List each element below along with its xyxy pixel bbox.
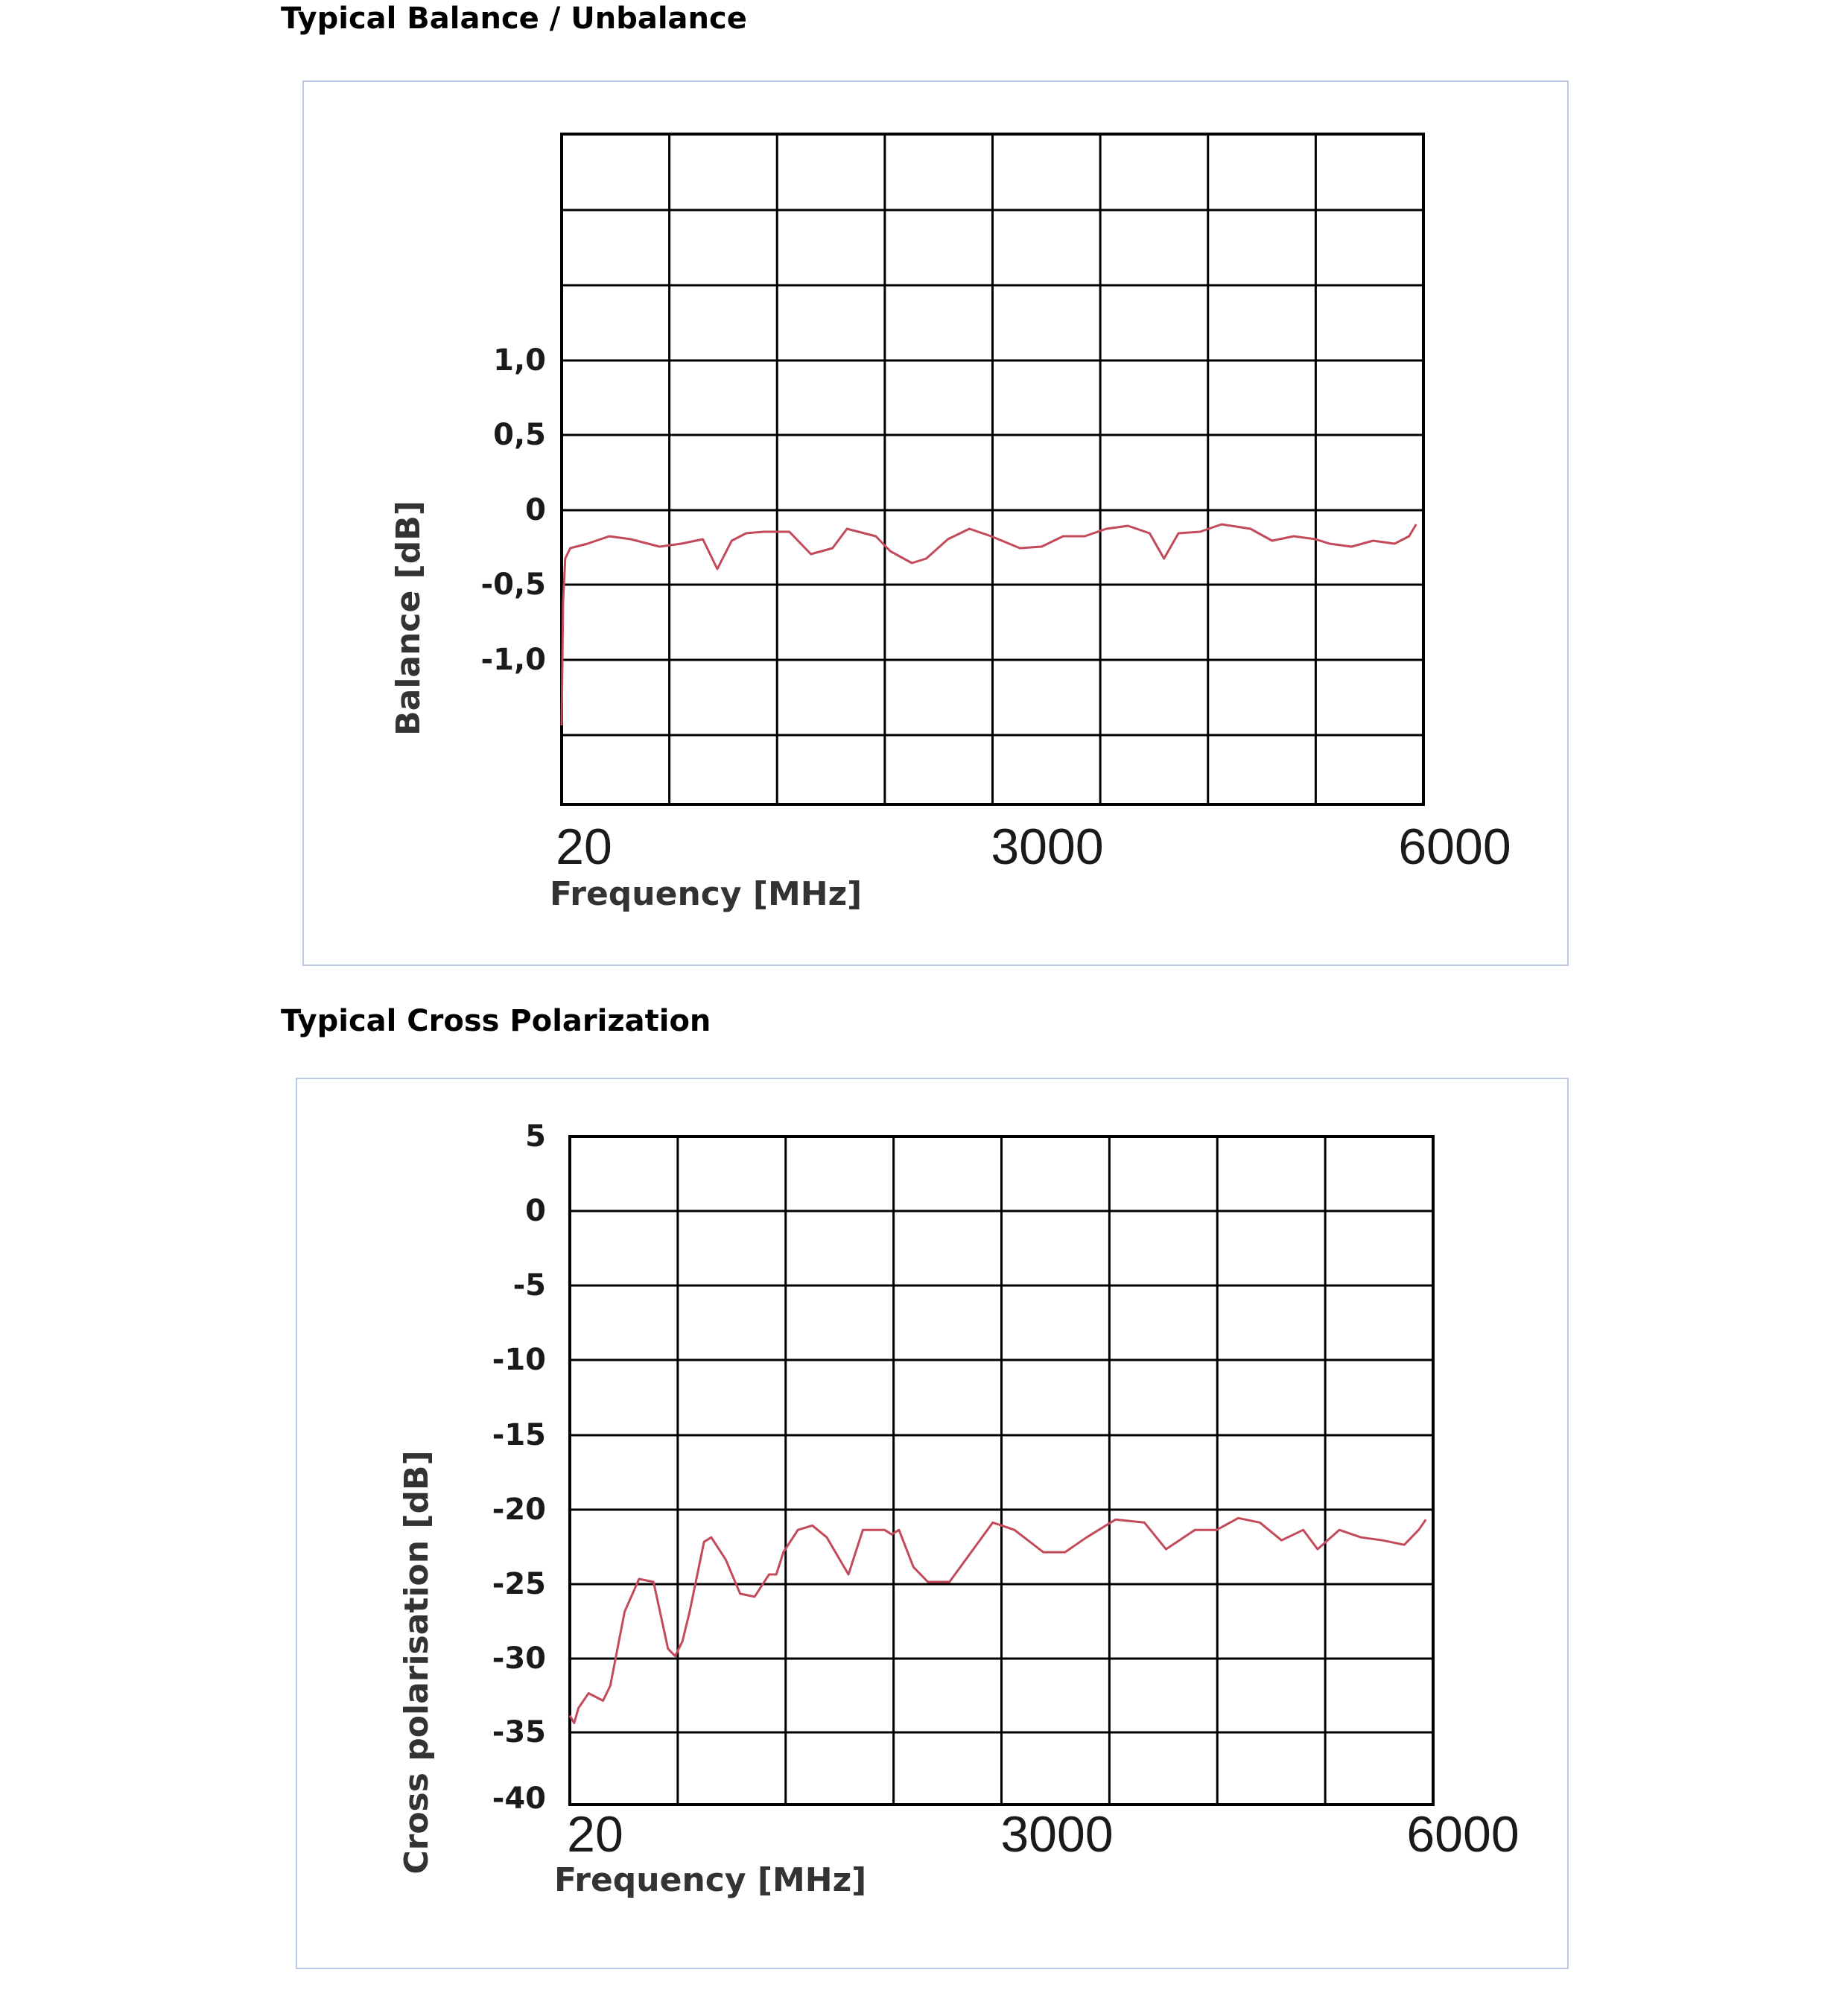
x-tick-label: 3000 [991,819,1104,875]
x-tick-label: 3000 [1000,1806,1114,1863]
grid [562,134,1423,804]
x-tick-label: 6000 [1398,819,1511,875]
y-tick-label: -0,5 [480,568,546,602]
y-tick-label: -35 [492,1715,546,1749]
y-axis-label: Balance [dB] [390,500,428,736]
y-tick-label: -40 [492,1782,546,1816]
y-tick-label: 1,0 [493,343,546,378]
balance-chart-panel [302,80,1569,966]
series-line [562,524,1416,725]
cross-polarization-chart [297,1079,1567,1968]
y-tick-label: -25 [492,1567,546,1601]
grid [570,1137,1433,1805]
x-tick-label: 20 [556,819,612,875]
cross-polarization-heading: Typical Cross Polarization [281,1004,711,1038]
balance-chart [304,82,1567,964]
x-tick-label: 20 [567,1806,623,1863]
x-axis-label: Frequency [MHz] [550,875,863,913]
y-tick-label: -10 [492,1343,546,1377]
y-tick-label: -30 [492,1641,546,1676]
y-axis-label: Cross polarisation [dB] [398,1450,436,1875]
y-tick-label: -1,0 [480,643,546,677]
y-tick-label: -15 [492,1418,546,1452]
y-tick-label: 0 [525,493,546,527]
y-tick-label: -5 [512,1268,546,1303]
balance-heading: Typical Balance / Unbalance [281,1,747,36]
y-tick-label: 0 [525,1194,546,1228]
y-tick-label: 5 [525,1119,546,1154]
cross-polarization-chart-panel [296,1078,1569,1969]
series-line [570,1518,1426,1723]
x-axis-label: Frequency [MHz] [554,1861,867,1899]
x-tick-label: 6000 [1406,1806,1520,1863]
y-tick-label: 0,5 [493,418,546,452]
y-tick-label: -20 [492,1493,546,1527]
